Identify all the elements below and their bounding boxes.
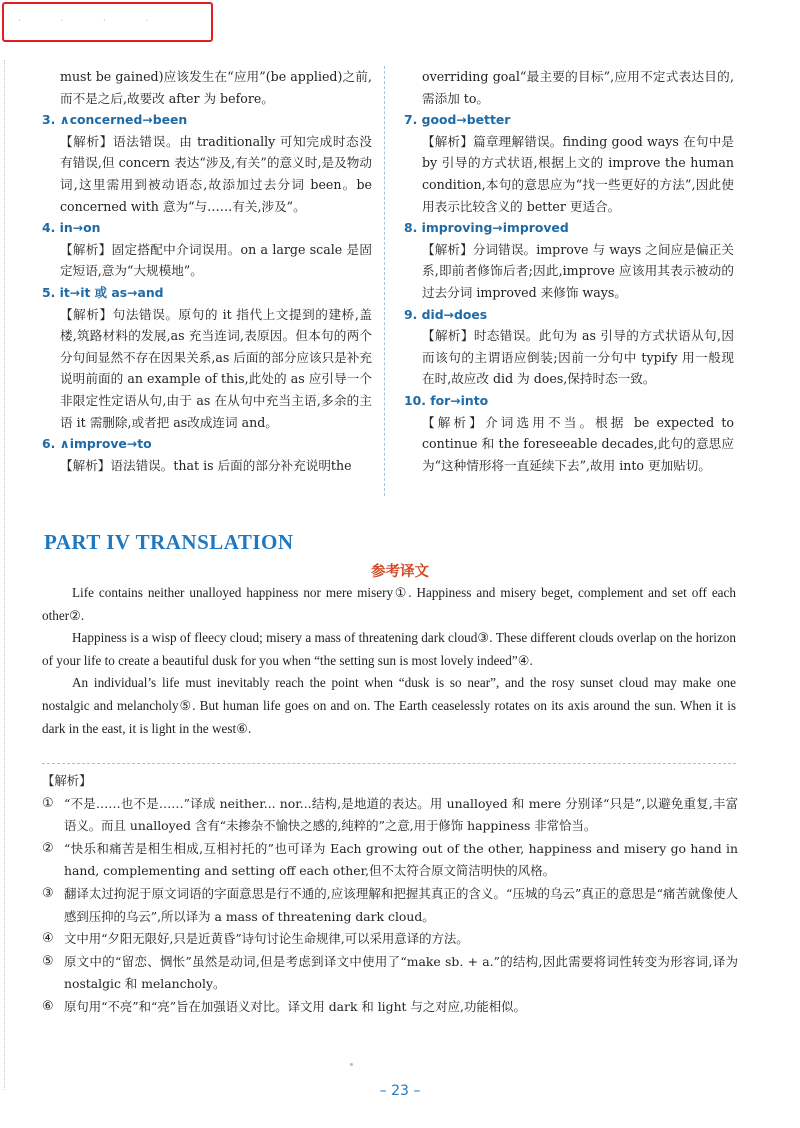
note-item: [42, 928, 738, 951]
analysis-8: 【解析】分词错误。improve 与 ways 之间应是偏正关系,即前者修饰后者;因此,improve 应该用其表示被动的过去分词 improved 来修饰 ways。: [422, 241, 734, 300]
note-number: ③: [42, 885, 54, 901]
note-item: [42, 793, 738, 838]
analysis-3: 【解析】语法错误。由 traditionally 可知完成时态没有错误,但 concern 表达“涉及,有关”的意义时,是及物动词,这里需用到被动语态,故添加过去分词 been。be concerned with 意为“与……有关,涉及”。: [60, 133, 372, 214]
analysis-heading: 【解析】: [42, 773, 92, 788]
analysis-9: 【解析】时态错误。此句为 as 引导的方式状语从句,因而该句的主谓语应倒装;因前一分句中 typify 用一般现在时,故应改 did 为 does,保持时态一致。: [422, 328, 734, 387]
left-column: [42, 66, 372, 476]
answer-heading-8: 8. improving→improved: [404, 220, 569, 236]
right-column: [404, 66, 734, 476]
note-text: “快乐和痛苦是相生相成,互相衬托的”也可译为 Each growing out of the other, happiness and misery go hand in hand, complementing and setting off each other,但不太符合原文简洁明快的风格。: [64, 840, 738, 879]
red-highlight-box: [2, 2, 213, 42]
left-text-0: must be gained)应该发生在“应用”(be applied)之前,而不是之后,故要改 after 为 before。: [60, 69, 372, 106]
answer-heading-4: 4. in→on: [42, 220, 101, 236]
translation-paragraph-2: Happiness is a wisp of fleecy cloud; misery a mass of threatening dark cloud③. These different clouds overlap on the horizon of your life to create a beautiful dusk for you when “the setting sun is most lovely indeed”④.: [42, 630, 736, 668]
decorative-dot: [350, 1063, 353, 1066]
translation-paragraph-3: An individual’s life must inevitably reach the point when “dusk is so near”, and the rosy sunset cloud may make one nostalgic and melancholy⑤. But human life goes on and on. The Earth ceaselessly rotates on its axis around the sun. When it is dark in the east, it is light in the west⑥.: [42, 675, 736, 736]
analysis-5: 【解析】句法错误。原句的 it 指代上文提到的建桥,盖楼,筑路材料的发展,as 充当连词,表原因。但本句的两个分句间显然不存在因果关系,as 后面的部分应该只是补充说明前面的 an example of this,此处的 as 应引导一个非限定性定语从句,由于 as 在从句中充当主语,多余的主语 it 需删除,或者把 as改成连词 and。: [60, 306, 372, 430]
analysis-4: 【解析】固定搭配中介词误用。on a large scale 是固定短语,意为“大规模地”。: [60, 241, 372, 279]
note-number: ②: [42, 840, 54, 856]
note-text: 文中用“夕阳无限好,只是近黄昏”诗句讨论生命规律,可以采用意译的方法。: [64, 931, 469, 947]
note-number: ⑥: [42, 998, 54, 1014]
translation-body: [42, 582, 736, 740]
blurred-header-text: · · · ·: [18, 16, 167, 27]
part-title: PART IV TRANSLATION: [44, 530, 294, 554]
column-divider: [384, 66, 385, 496]
note-text: 翻译太过拘泥于原文词语的字面意思是行不通的,应该理解和把握其真正的含义。“压城的乌云”真正的意思是“痛苦就像使人感到压抑的乌云”,所以译为 a mass of threatening dark cloud。: [64, 885, 738, 924]
note-item: [42, 838, 738, 883]
translation-analysis: [42, 770, 738, 1019]
note-text: 原文中的“留恋、惆怅”虽然是动词,但是考虑到译文中使用了“make sb. + a.”的结构,因此需要将词性转变为形容词,译为 nostalgic 和 melancholy。: [64, 953, 738, 992]
answer-heading-6: 6. ∧improve→to: [42, 436, 152, 452]
right-text-0: overriding goal“最主要的目标”,应用不定式表达目的,需添加 to。: [422, 69, 734, 106]
note-text: “不是……也不是……”译成 neither... nor...结构,是地道的表达。用 unalloyed 和 mere 分别译“只是”,以避免重复,丰富语义。而且 unalloyed 含有“未掺杂不愉快之感的,纯粹的”之意,用于修饰 happiness 非常恰当。: [64, 795, 738, 834]
reference-translation-title: 参考译文: [371, 564, 429, 580]
note-number: ⑤: [42, 953, 54, 969]
note-item: [42, 996, 738, 1019]
answer-heading-10: 10. for→into: [404, 392, 489, 408]
note-item: [42, 951, 738, 996]
answer-heading-7: 7. good→better: [404, 112, 511, 128]
analysis-6: 【解析】语法错误。that is 后面的部分补充说明the: [60, 457, 352, 473]
answer-heading-5: 5. it→it 或 as→and: [42, 284, 164, 300]
analysis-10: 【解析】介词选用不当。根据 be expected to continue 和 the foreseeable decades,此句的意思应为“这种情形将一直延续下去”,故用 into 更加贴切。: [422, 414, 734, 473]
note-text: 原句用“不亮”和“亮”旨在加强语义对比。译文用 dark 和 light 与之对应,功能相似。: [64, 998, 526, 1014]
section-divider: [42, 763, 736, 764]
answer-heading-9: 9. did→does: [404, 306, 488, 322]
note-number: ①: [42, 795, 54, 811]
translation-paragraph-1: Life contains neither unalloyed happiness nor mere misery①. Happiness and misery beget, complement and set off each other②.: [42, 585, 736, 623]
analysis-7: 【解析】篇章理解错误。finding good ways 在句中是 by 引导的方式状语,根据上文的 improve the human condition,本句的意思应为“找一些更好的方法”,因此使用表示比较含义的 better 更适合。: [422, 133, 734, 214]
answer-heading-3: 3. ∧concerned→been: [42, 112, 188, 128]
note-number: ④: [42, 931, 54, 947]
note-item: [42, 883, 738, 928]
page-number: – 23 –: [379, 1083, 421, 1099]
